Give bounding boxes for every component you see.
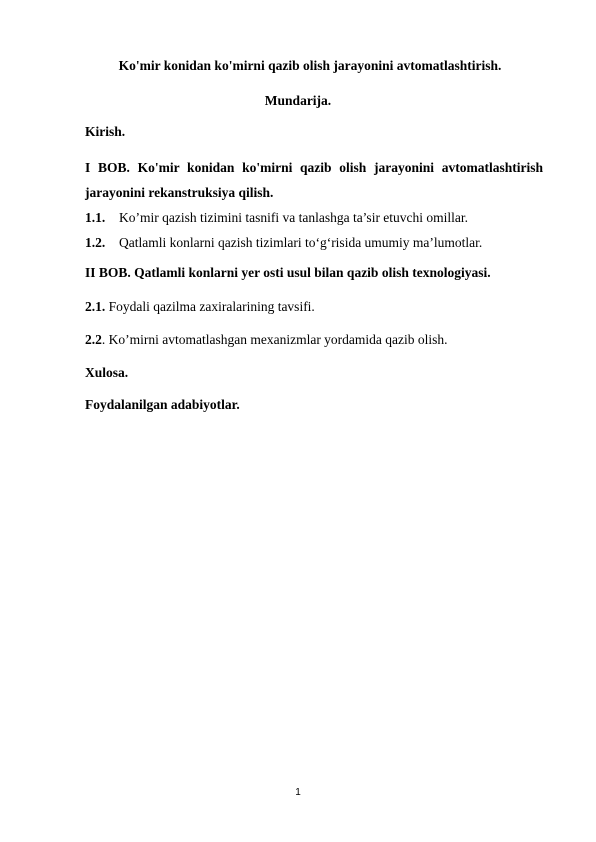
- toc-section-1-2-number: 1.2.: [85, 235, 106, 250]
- toc-entry-conclusion: Xulosa.: [85, 365, 129, 380]
- toc-section-1-2-text: Qatlamli konlarni qazish tizimlari to‘g‘risida umumiy ma’lumotlar.: [119, 235, 483, 250]
- table-of-contents-heading: Mundarija.: [264, 93, 332, 108]
- toc-entry-chapter-2: II BOB. Qatlamli konlarni yer osti usul bilan qazib olish texnologiyasi.: [85, 265, 491, 280]
- toc-section-1-1-number: 1.1.: [85, 210, 106, 225]
- toc-section-2-1-text: Foydali qazilma zaxiralarining tavsifi.: [105, 299, 315, 314]
- toc-section-2-1: [85, 299, 315, 315]
- toc-section-2-1-number: 2.1.: [85, 299, 106, 314]
- document-title: Ko'mir konidan ko'mirni qazib olish jarayonini avtomatlashtirish.: [118, 58, 502, 73]
- toc-entry-references: Foydalanilgan adabiyotlar.: [85, 397, 240, 412]
- toc-section-2-2-text: . Ko’mirni avtomatlashgan mexanizmlar yordamida qazib olish.: [101, 332, 448, 347]
- toc-entry-introduction: Kirish.: [85, 124, 126, 139]
- toc-section-1-1-text: Ko’mir qazish tizimini tasnifi va tanlashga ta’sir etuvchi omillar.: [119, 210, 469, 225]
- page-number: 1: [295, 787, 301, 798]
- toc-section-2-2: [85, 332, 448, 348]
- toc-entry-chapter-1: I BOB. Ko'mir konidan ko'mirni qazib olish jarayonini avtomatlashtirish jarayonini rekanstruksiya qilish.: [85, 160, 543, 200]
- toc-section-2-2-number: 2.2: [85, 332, 102, 347]
